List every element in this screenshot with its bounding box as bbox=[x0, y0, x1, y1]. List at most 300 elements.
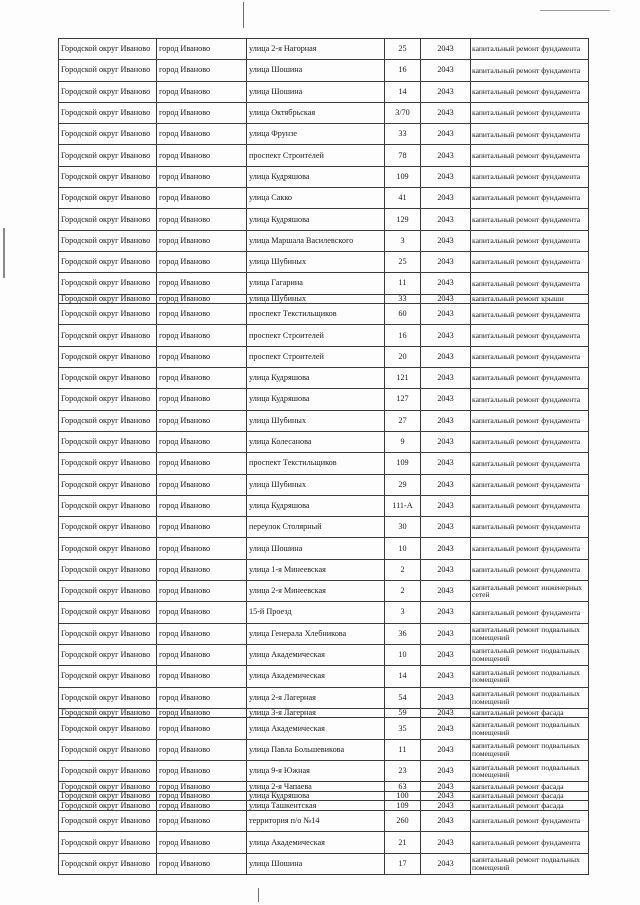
year-cell: 2043 bbox=[421, 230, 471, 251]
work-type-cell: капитальный ремонт фасада bbox=[471, 791, 589, 801]
table-row bbox=[59, 708, 589, 718]
street-cell: улица Кудряшова bbox=[247, 209, 385, 230]
street-cell: улица Октябрьская bbox=[247, 102, 385, 123]
district-cell: Городской округ Иваново bbox=[59, 538, 157, 559]
district-cell: Городской округ Иваново bbox=[59, 811, 157, 832]
house-number-cell: 11 bbox=[385, 739, 421, 760]
house-number-cell: 129 bbox=[385, 209, 421, 230]
house-number-cell: 3/70 bbox=[385, 102, 421, 123]
street-cell: проспект Строителей bbox=[247, 346, 385, 367]
year-cell: 2043 bbox=[421, 346, 471, 367]
street-cell: улица Кудряшова bbox=[247, 791, 385, 801]
year-cell: 2043 bbox=[421, 801, 471, 811]
table-row bbox=[59, 801, 589, 811]
table-row bbox=[59, 687, 589, 708]
house-number-cell: 109 bbox=[385, 801, 421, 811]
table-row bbox=[59, 188, 589, 209]
street-cell: улица Кудряшова bbox=[247, 166, 385, 187]
table-row bbox=[59, 760, 589, 781]
district-cell: Городской округ Иваново bbox=[59, 209, 157, 230]
district-cell: Городской округ Иваново bbox=[59, 495, 157, 516]
table-row bbox=[59, 166, 589, 187]
city-cell: город Иваново bbox=[157, 368, 247, 389]
table-row bbox=[59, 791, 589, 801]
house-number-cell: 78 bbox=[385, 145, 421, 166]
city-cell: город Иваново bbox=[157, 718, 247, 739]
street-cell: улица Шубиных bbox=[247, 294, 385, 304]
city-cell: город Иваново bbox=[157, 102, 247, 123]
street-cell: улица Шошина bbox=[247, 81, 385, 102]
table-body bbox=[59, 39, 589, 875]
work-type-cell: капитальный ремонт фундамента bbox=[471, 60, 589, 81]
work-type-cell: капитальный ремонт фундамента bbox=[471, 325, 589, 346]
work-type-cell: капитальный ремонт фундамента bbox=[471, 474, 589, 495]
street-cell: проспект Строителей bbox=[247, 145, 385, 166]
street-cell: переулок Столярный bbox=[247, 517, 385, 538]
house-number-cell: 109 bbox=[385, 453, 421, 474]
district-cell: Городской округ Иваново bbox=[59, 81, 157, 102]
year-cell: 2043 bbox=[421, 453, 471, 474]
city-cell: город Иваново bbox=[157, 294, 247, 304]
house-number-cell: 2 bbox=[385, 581, 421, 602]
street-cell: проспект Текстильщиков bbox=[247, 453, 385, 474]
district-cell: Городской округ Иваново bbox=[59, 791, 157, 801]
year-cell: 2043 bbox=[421, 304, 471, 325]
table-row bbox=[59, 495, 589, 516]
table-row bbox=[59, 368, 589, 389]
city-cell: город Иваново bbox=[157, 853, 247, 874]
city-cell: город Иваново bbox=[157, 273, 247, 294]
city-cell: город Иваново bbox=[157, 832, 247, 853]
district-cell: Городской округ Иваново bbox=[59, 325, 157, 346]
district-cell: Городской округ Иваново bbox=[59, 294, 157, 304]
district-cell: Городской округ Иваново bbox=[59, 124, 157, 145]
street-cell: улица Кудряшова bbox=[247, 389, 385, 410]
table-row bbox=[59, 124, 589, 145]
table-row bbox=[59, 102, 589, 123]
table-row bbox=[59, 346, 589, 367]
district-cell: Городской округ Иваново bbox=[59, 602, 157, 623]
table-row bbox=[59, 581, 589, 602]
house-number-cell: 16 bbox=[385, 325, 421, 346]
street-cell: улица Кудряшова bbox=[247, 368, 385, 389]
district-cell: Городской округ Иваново bbox=[59, 304, 157, 325]
house-number-cell: 17 bbox=[385, 853, 421, 874]
district-cell: Городской округ Иваново bbox=[59, 581, 157, 602]
city-cell: город Иваново bbox=[157, 791, 247, 801]
work-type-cell: капитальный ремонт фундамента bbox=[471, 273, 589, 294]
scan-mark-bottom bbox=[258, 888, 259, 902]
city-cell: город Иваново bbox=[157, 230, 247, 251]
house-number-cell: 3 bbox=[385, 602, 421, 623]
city-cell: город Иваново bbox=[157, 581, 247, 602]
city-cell: город Иваново bbox=[157, 166, 247, 187]
table-row bbox=[59, 294, 589, 304]
work-type-cell: капитальный ремонт фундамента bbox=[471, 102, 589, 123]
work-type-cell: капитальный ремонт фундамента bbox=[471, 410, 589, 431]
house-number-cell: 41 bbox=[385, 188, 421, 209]
year-cell: 2043 bbox=[421, 708, 471, 718]
table-row bbox=[59, 559, 589, 580]
house-number-cell: 35 bbox=[385, 718, 421, 739]
city-cell: город Иваново bbox=[157, 517, 247, 538]
city-cell: город Иваново bbox=[157, 145, 247, 166]
house-number-cell: 54 bbox=[385, 687, 421, 708]
work-type-cell: капитальный ремонт подвальных помещений bbox=[471, 687, 589, 708]
table-row bbox=[59, 474, 589, 495]
district-cell: Городской округ Иваново bbox=[59, 102, 157, 123]
year-cell: 2043 bbox=[421, 410, 471, 431]
table-row bbox=[59, 782, 589, 792]
district-cell: Городской округ Иваново bbox=[59, 368, 157, 389]
house-number-cell: 60 bbox=[385, 304, 421, 325]
city-cell: город Иваново bbox=[157, 410, 247, 431]
city-cell: город Иваново bbox=[157, 602, 247, 623]
street-cell: улица Шубиных bbox=[247, 251, 385, 272]
work-type-cell: капитальный ремонт инженерных сетей bbox=[471, 581, 589, 602]
year-cell: 2043 bbox=[421, 581, 471, 602]
district-cell: Городской округ Иваново bbox=[59, 273, 157, 294]
street-cell: улица Сакко bbox=[247, 188, 385, 209]
street-cell: улица Генерала Хлебникова bbox=[247, 623, 385, 644]
year-cell: 2043 bbox=[421, 687, 471, 708]
table-row bbox=[59, 304, 589, 325]
street-cell: улица 9-я Южная bbox=[247, 760, 385, 781]
street-cell: 15-й Проезд bbox=[247, 602, 385, 623]
year-cell: 2043 bbox=[421, 760, 471, 781]
house-number-cell: 10 bbox=[385, 644, 421, 665]
work-type-cell: капитальный ремонт фундамента bbox=[471, 230, 589, 251]
city-cell: город Иваново bbox=[157, 453, 247, 474]
house-number-cell: 260 bbox=[385, 811, 421, 832]
year-cell: 2043 bbox=[421, 811, 471, 832]
district-cell: Городской округ Иваново bbox=[59, 708, 157, 718]
city-cell: город Иваново bbox=[157, 559, 247, 580]
table-row bbox=[59, 230, 589, 251]
district-cell: Городской округ Иваново bbox=[59, 39, 157, 60]
table-row bbox=[59, 853, 589, 874]
work-type-cell: капитальный ремонт фасада bbox=[471, 782, 589, 792]
work-type-cell: капитальный ремонт подвальных помещений bbox=[471, 666, 589, 687]
work-type-cell: капитальный ремонт фундамента bbox=[471, 209, 589, 230]
district-cell: Городской округ Иваново bbox=[59, 760, 157, 781]
table-row bbox=[59, 644, 589, 665]
district-cell: Городской округ Иваново bbox=[59, 666, 157, 687]
year-cell: 2043 bbox=[421, 474, 471, 495]
house-number-cell: 21 bbox=[385, 832, 421, 853]
district-cell: Городской округ Иваново bbox=[59, 718, 157, 739]
work-type-cell: капитальный ремонт фундамента bbox=[471, 811, 589, 832]
street-cell: улица 2-я Нагорная bbox=[247, 39, 385, 60]
year-cell: 2043 bbox=[421, 832, 471, 853]
city-cell: город Иваново bbox=[157, 644, 247, 665]
table-row bbox=[59, 623, 589, 644]
work-type-cell: капитальный ремонт фасада bbox=[471, 801, 589, 811]
city-cell: город Иваново bbox=[157, 251, 247, 272]
year-cell: 2043 bbox=[421, 294, 471, 304]
year-cell: 2043 bbox=[421, 188, 471, 209]
work-type-cell: капитальный ремонт подвальных помещений bbox=[471, 718, 589, 739]
work-type-cell: капитальный ремонт фундамента bbox=[471, 453, 589, 474]
table-row bbox=[59, 453, 589, 474]
house-number-cell: 111-А bbox=[385, 495, 421, 516]
work-type-cell: капитальный ремонт фундамента bbox=[471, 145, 589, 166]
street-cell: улица 3-я Лагерная bbox=[247, 708, 385, 718]
work-type-cell: капитальный ремонт фундамента bbox=[471, 495, 589, 516]
district-cell: Городской округ Иваново bbox=[59, 517, 157, 538]
table-row bbox=[59, 145, 589, 166]
street-cell: улица 2-я Минеевская bbox=[247, 581, 385, 602]
work-type-cell: капитальный ремонт фундамента bbox=[471, 559, 589, 580]
year-cell: 2043 bbox=[421, 538, 471, 559]
year-cell: 2043 bbox=[421, 60, 471, 81]
district-cell: Городской округ Иваново bbox=[59, 389, 157, 410]
house-number-cell: 30 bbox=[385, 517, 421, 538]
year-cell: 2043 bbox=[421, 368, 471, 389]
house-number-cell: 59 bbox=[385, 708, 421, 718]
city-cell: город Иваново bbox=[157, 782, 247, 792]
street-cell: улица 2-я Чапаева bbox=[247, 782, 385, 792]
year-cell: 2043 bbox=[421, 431, 471, 452]
city-cell: город Иваново bbox=[157, 81, 247, 102]
district-cell: Городской округ Иваново bbox=[59, 687, 157, 708]
work-type-cell: капитальный ремонт крыши bbox=[471, 294, 589, 304]
year-cell: 2043 bbox=[421, 666, 471, 687]
city-cell: город Иваново bbox=[157, 124, 247, 145]
city-cell: город Иваново bbox=[157, 801, 247, 811]
year-cell: 2043 bbox=[421, 559, 471, 580]
street-cell: улица Академическая bbox=[247, 832, 385, 853]
district-cell: Городской округ Иваново bbox=[59, 644, 157, 665]
house-number-cell: 109 bbox=[385, 166, 421, 187]
street-cell: проспект Текстильщиков bbox=[247, 304, 385, 325]
year-cell: 2043 bbox=[421, 853, 471, 874]
work-type-cell: капитальный ремонт фундамента bbox=[471, 602, 589, 623]
work-type-cell: капитальный ремонт фасада bbox=[471, 708, 589, 718]
street-cell: улица Академическая bbox=[247, 644, 385, 665]
house-number-cell: 14 bbox=[385, 666, 421, 687]
year-cell: 2043 bbox=[421, 124, 471, 145]
district-cell: Городской округ Иваново bbox=[59, 853, 157, 874]
street-cell: улица Маршала Василевского bbox=[247, 230, 385, 251]
table-row bbox=[59, 517, 589, 538]
district-cell: Городской округ Иваново bbox=[59, 559, 157, 580]
city-cell: город Иваново bbox=[157, 389, 247, 410]
house-number-cell: 20 bbox=[385, 346, 421, 367]
work-type-cell: капитальный ремонт подвальных помещений bbox=[471, 644, 589, 665]
street-cell: улица Колесанова bbox=[247, 431, 385, 452]
year-cell: 2043 bbox=[421, 602, 471, 623]
street-cell: улица Ташкентская bbox=[247, 801, 385, 811]
district-cell: Городской округ Иваново bbox=[59, 801, 157, 811]
house-number-cell: 14 bbox=[385, 81, 421, 102]
city-cell: город Иваново bbox=[157, 188, 247, 209]
street-cell: улица Павла Большевикова bbox=[247, 739, 385, 760]
work-type-cell: капитальный ремонт фундамента bbox=[471, 346, 589, 367]
work-type-cell: капитальный ремонт фундамента bbox=[471, 251, 589, 272]
district-cell: Городской округ Иваново bbox=[59, 410, 157, 431]
district-cell: Городской округ Иваново bbox=[59, 474, 157, 495]
street-cell: улица 1-я Минеевская bbox=[247, 559, 385, 580]
table-row bbox=[59, 718, 589, 739]
house-number-cell: 127 bbox=[385, 389, 421, 410]
district-cell: Городской округ Иваново bbox=[59, 145, 157, 166]
city-cell: город Иваново bbox=[157, 346, 247, 367]
district-cell: Городской округ Иваново bbox=[59, 739, 157, 760]
work-type-cell: капитальный ремонт фундамента bbox=[471, 188, 589, 209]
year-cell: 2043 bbox=[421, 251, 471, 272]
work-type-cell: капитальный ремонт фундамента bbox=[471, 832, 589, 853]
city-cell: город Иваново bbox=[157, 495, 247, 516]
house-number-cell: 33 bbox=[385, 294, 421, 304]
city-cell: город Иваново bbox=[157, 623, 247, 644]
street-cell: улица Шубиных bbox=[247, 410, 385, 431]
work-type-cell: капитальный ремонт фундамента bbox=[471, 431, 589, 452]
table-row bbox=[59, 832, 589, 853]
house-number-cell: 100 bbox=[385, 791, 421, 801]
scan-mark-top bbox=[243, 2, 244, 28]
house-number-cell: 3 bbox=[385, 230, 421, 251]
table-row bbox=[59, 325, 589, 346]
table-row bbox=[59, 273, 589, 294]
street-cell: улица Шошина bbox=[247, 538, 385, 559]
table-row bbox=[59, 410, 589, 431]
work-type-cell: капитальный ремонт фундамента bbox=[471, 304, 589, 325]
year-cell: 2043 bbox=[421, 791, 471, 801]
house-number-cell: 16 bbox=[385, 60, 421, 81]
year-cell: 2043 bbox=[421, 623, 471, 644]
table-row bbox=[59, 811, 589, 832]
street-cell: улица Академическая bbox=[247, 666, 385, 687]
district-cell: Городской округ Иваново bbox=[59, 230, 157, 251]
table-row bbox=[59, 538, 589, 559]
work-type-cell: капитальный ремонт фундамента bbox=[471, 166, 589, 187]
work-type-cell: капитальный ремонт фундамента bbox=[471, 389, 589, 410]
district-cell: Городской округ Иваново bbox=[59, 346, 157, 367]
city-cell: город Иваново bbox=[157, 538, 247, 559]
district-cell: Городской округ Иваново bbox=[59, 166, 157, 187]
year-cell: 2043 bbox=[421, 39, 471, 60]
house-number-cell: 2 bbox=[385, 559, 421, 580]
work-type-cell: капитальный ремонт фундамента bbox=[471, 124, 589, 145]
year-cell: 2043 bbox=[421, 145, 471, 166]
table-row bbox=[59, 431, 589, 452]
city-cell: город Иваново bbox=[157, 739, 247, 760]
table-row bbox=[59, 81, 589, 102]
city-cell: город Иваново bbox=[157, 60, 247, 81]
year-cell: 2043 bbox=[421, 389, 471, 410]
street-cell: улица Гагарина bbox=[247, 273, 385, 294]
year-cell: 2043 bbox=[421, 739, 471, 760]
street-cell: улица Шошина bbox=[247, 60, 385, 81]
year-cell: 2043 bbox=[421, 325, 471, 346]
street-cell: территория п/о №14 bbox=[247, 811, 385, 832]
street-cell: улица Шошина bbox=[247, 853, 385, 874]
work-type-cell: капитальный ремонт подвальных помещений bbox=[471, 853, 589, 874]
house-number-cell: 36 bbox=[385, 623, 421, 644]
year-cell: 2043 bbox=[421, 495, 471, 516]
year-cell: 2043 bbox=[421, 166, 471, 187]
year-cell: 2043 bbox=[421, 102, 471, 123]
district-cell: Городской округ Иваново bbox=[59, 188, 157, 209]
district-cell: Городской округ Иваново bbox=[59, 431, 157, 452]
house-number-cell: 63 bbox=[385, 782, 421, 792]
city-cell: город Иваново bbox=[157, 474, 247, 495]
district-cell: Городской округ Иваново bbox=[59, 453, 157, 474]
table-row bbox=[59, 739, 589, 760]
year-cell: 2043 bbox=[421, 782, 471, 792]
city-cell: город Иваново bbox=[157, 304, 247, 325]
year-cell: 2043 bbox=[421, 644, 471, 665]
table-row bbox=[59, 39, 589, 60]
house-number-cell: 25 bbox=[385, 39, 421, 60]
house-number-cell: 27 bbox=[385, 410, 421, 431]
house-number-cell: 29 bbox=[385, 474, 421, 495]
work-type-cell: капитальный ремонт подвальных помещений bbox=[471, 760, 589, 781]
table-row bbox=[59, 389, 589, 410]
table-row bbox=[59, 251, 589, 272]
city-cell: город Иваново bbox=[157, 760, 247, 781]
work-type-cell: капитальный ремонт фундамента bbox=[471, 538, 589, 559]
table-row bbox=[59, 209, 589, 230]
year-cell: 2043 bbox=[421, 517, 471, 538]
house-number-cell: 25 bbox=[385, 251, 421, 272]
work-type-cell: капитальный ремонт подвальных помещений bbox=[471, 739, 589, 760]
house-number-cell: 23 bbox=[385, 760, 421, 781]
city-cell: город Иваново bbox=[157, 708, 247, 718]
year-cell: 2043 bbox=[421, 718, 471, 739]
street-cell: улица 2-я Лагерная bbox=[247, 687, 385, 708]
district-cell: Городской округ Иваново bbox=[59, 251, 157, 272]
city-cell: город Иваново bbox=[157, 687, 247, 708]
city-cell: город Иваново bbox=[157, 39, 247, 60]
house-number-cell: 9 bbox=[385, 431, 421, 452]
district-cell: Городской округ Иваново bbox=[59, 782, 157, 792]
work-type-cell: капитальный ремонт подвальных помещений bbox=[471, 623, 589, 644]
work-type-cell: капитальный ремонт фундамента bbox=[471, 368, 589, 389]
year-cell: 2043 bbox=[421, 81, 471, 102]
house-number-cell: 33 bbox=[385, 124, 421, 145]
district-cell: Городской округ Иваново bbox=[59, 60, 157, 81]
house-number-cell: 10 bbox=[385, 538, 421, 559]
street-cell: улица Шубиных bbox=[247, 474, 385, 495]
house-number-cell: 11 bbox=[385, 273, 421, 294]
work-type-cell: капитальный ремонт фундамента bbox=[471, 517, 589, 538]
work-type-cell: капитальный ремонт фундамента bbox=[471, 39, 589, 60]
table-row bbox=[59, 602, 589, 623]
year-cell: 2043 bbox=[421, 209, 471, 230]
capital-repair-table bbox=[58, 38, 589, 875]
work-type-cell: капитальный ремонт фундамента bbox=[471, 81, 589, 102]
scan-mark-left bbox=[3, 228, 5, 278]
city-cell: город Иваново bbox=[157, 666, 247, 687]
district-cell: Городской округ Иваново bbox=[59, 832, 157, 853]
street-cell: проспект Строителей bbox=[247, 325, 385, 346]
city-cell: город Иваново bbox=[157, 431, 247, 452]
table-row bbox=[59, 60, 589, 81]
street-cell: улица Кудряшова bbox=[247, 495, 385, 516]
city-cell: город Иваново bbox=[157, 325, 247, 346]
district-cell: Городской округ Иваново bbox=[59, 623, 157, 644]
street-cell: улица Академическая bbox=[247, 718, 385, 739]
city-cell: город Иваново bbox=[157, 811, 247, 832]
street-cell: улица Фрунзе bbox=[247, 124, 385, 145]
city-cell: город Иваново bbox=[157, 209, 247, 230]
year-cell: 2043 bbox=[421, 273, 471, 294]
table-row bbox=[59, 666, 589, 687]
scan-mark-top-right bbox=[540, 10, 610, 11]
house-number-cell: 121 bbox=[385, 368, 421, 389]
